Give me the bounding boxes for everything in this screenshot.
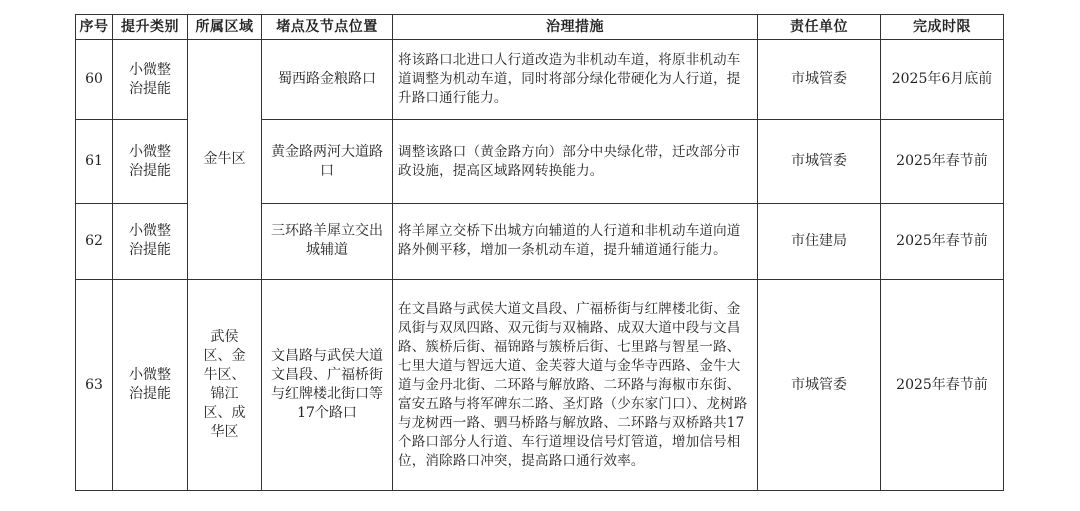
row-deadline: 2025年春节前: [881, 203, 1004, 279]
row-unit: 市城管委: [758, 280, 881, 491]
row-area: 金牛区: [188, 40, 262, 280]
row-category: 小微整治提能: [113, 203, 188, 279]
row-deadline: 2025年6月底前: [881, 40, 1004, 120]
row-unit: 市城管委: [758, 120, 881, 203]
row-number: 60: [76, 40, 113, 120]
header-cell-location: 堵点及节点位置: [262, 15, 393, 40]
row-measure: 将该路口北进口人行道改造为非机动车道，将原非机动车道调整为机动车道，同时将部分绿化带硬化为人行道，提升路口通行能力。: [393, 40, 758, 120]
header-row: [76, 15, 1004, 40]
row-number: 61: [76, 120, 113, 203]
header-cell-deadline: 完成时限: [881, 15, 1004, 40]
table-row: [76, 40, 1004, 120]
header-cell-unit: 责任单位: [758, 15, 881, 40]
row-deadline: 2025年春节前: [881, 120, 1004, 203]
header-cell-area: 所属区域: [188, 15, 262, 40]
row-category: 小微整治提能: [113, 120, 188, 203]
row-number: 63: [76, 280, 113, 491]
row-area: 武侯区、金牛区、锦江区、成华区: [188, 280, 262, 491]
header-cell-measure: 治理措施: [393, 15, 758, 40]
header-cell-category: 提升类别: [113, 15, 188, 40]
row-location: 三环路羊犀立交出城辅道: [262, 203, 393, 279]
row-measure: 将羊犀立交桥下出城方向辅道的人行道和非机动车道向道路外侧平移，增加一条机动车道，提升辅道通行能力。: [393, 203, 758, 279]
row-location: 文昌路与武侯大道文昌段、广福桥街与红牌楼北街口等17个路口: [262, 280, 393, 491]
row-measure: 在文昌路与武侯大道文昌段、广福桥街与红牌楼北街、金凤街与双凤四路、双元街与双楠路、成双大道中段与文昌路、簇桥后街、福锦路与簇桥后街、七里路与智星一路、七里大道与智远大道、金芙蓉大道与金华寺西路、金牛大道与金丹北街、二环路与解放路、二环路与海椒市东街、富安五路与将军碑东二路、圣灯路（少东家门口）、龙树路与龙树西一路、驷马桥路与解放路、二环路与双桥路共17个路口部分人行道、车行道埋设信号灯管道，增加信号相位，消除路口冲突，提高路口通行效率。: [393, 280, 758, 491]
table-row: [76, 280, 1004, 491]
row-unit: 市住建局: [758, 203, 881, 279]
governance-table: [75, 14, 1004, 491]
row-unit: 市城管委: [758, 40, 881, 120]
header-cell-no: 序号: [76, 15, 113, 40]
row-category: 小微整治提能: [113, 280, 188, 491]
row-location: 蜀西路金粮路口: [262, 40, 393, 120]
row-measure: 调整该路口（黄金路方向）部分中央绿化带，迁改部分市政设施，提高区域路网转换能力。: [393, 120, 758, 203]
row-category: 小微整治提能: [113, 40, 188, 120]
row-number: 62: [76, 203, 113, 279]
row-location: 黄金路两河大道路口: [262, 120, 393, 203]
row-deadline: 2025年春节前: [881, 280, 1004, 491]
